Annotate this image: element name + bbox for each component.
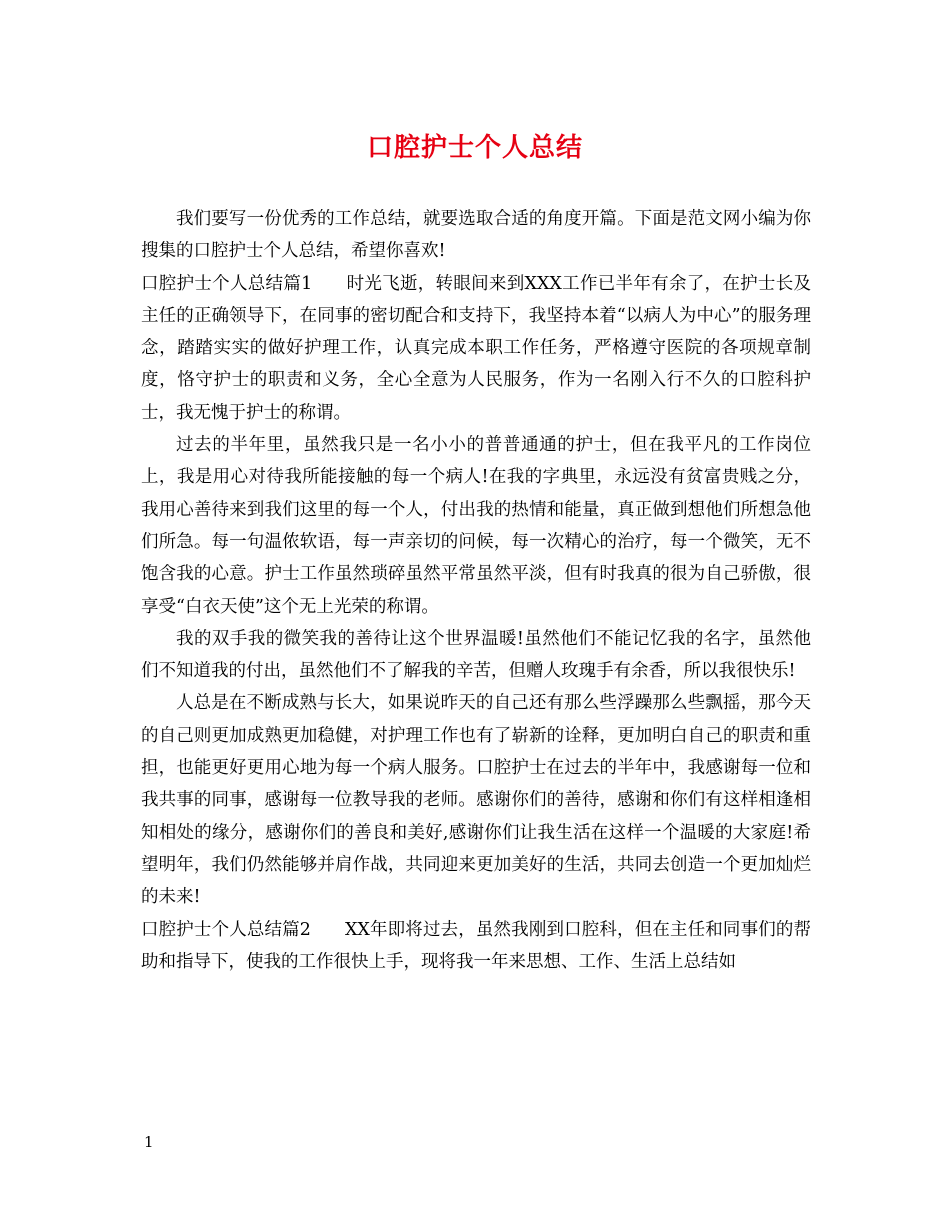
paragraph-section-2 (141, 914, 811, 979)
paragraph-hands-smile: 我的双手我的微笑我的善待让这个世界温暖!虽然他们不能记忆我的名字，虽然他们不知道我的付出，虽然他们不了解我的辛苦，但赠人玫瑰手有余香，所以我很快乐! (141, 628, 811, 682)
paragraph-past-half-year: 过去的半年里，虽然我只是一名小小的普普通通的护士，但在我平凡的工作岗位上，我是用心对待我所能接触的每一个病人!在我的字典里，永远没有贫富贵贱之分，我用心善待来到我们这里的每一个人，付出我的热情和能量，真正做到想他们所想急他们所急。每一句温侬软语，每一声亲切的问候，每一次精心的治疗，每一个微笑，无不饱含我的心意。护士工作虽然琐碎虽然平常虽然平淡，但有时我真的很为自己骄傲，很享受“白衣天使”这个无上光荣的称谓。 (141, 435, 811, 617)
document-body (141, 203, 811, 978)
document-title: 口腔护士个人总结 (366, 133, 583, 163)
section-heading-1: 口腔护士个人总结篇1 (141, 273, 313, 294)
paragraph-growth: 人总是在不断成熟与长大，如果说昨天的自己还有那么些浮躁那么些飘摇，那今天的自己则更加成熟更加稳健，对护理工作也有了崭新的诠释，更加明白自己的职责和重担，也能更好更用心地为每一个病人服务。口腔护士在过去的半年中，我感谢每一位和我共事的同事，感谢每一位教导我的老师。感谢你们的善待，感谢和你们有这样相逢相知相处的缘分，感谢你们的善良和美好,感谢你们让我生活在这样一个温暖的大家庭!希望明年，我们仍然能够并肩作战，共同迎来更加美好的生活，共同去创造一个更加灿烂的未来! (141, 693, 811, 908)
section-2-text: XX年即将过去，虽然我刚到口腔科，但在主任和同事们的帮助和指导下，使我的工作很快上手，现将我一年来思想、工作、生活上总结如 (141, 919, 811, 972)
page-number: 1 (144, 1133, 154, 1151)
section-heading-2: 口腔护士个人总结篇2 (141, 919, 311, 940)
section-1-text: 时光飞逝，转眼间来到XXX工作已半年有余了，在护士长及主任的正确领导下，在同事的密切配合和支持下，我坚持本着“以病人为中心”的服务理念，踏踏实实的做好护理工作，认真完成本职工作任务，严格遵守医院的各项规章制度，恪守护士的职责和义务，全心全意为人民服务，作为一名刚入行不久的口腔科护士，我无愧于护士的称谓。 (141, 273, 811, 423)
paragraph-section-1 (141, 268, 811, 429)
paragraph-intro: 我们要写一份优秀的工作总结，就要选取合适的角度开篇。下面是范文网小编为你搜集的口腔护士个人总结，希望你喜欢! (141, 209, 811, 262)
